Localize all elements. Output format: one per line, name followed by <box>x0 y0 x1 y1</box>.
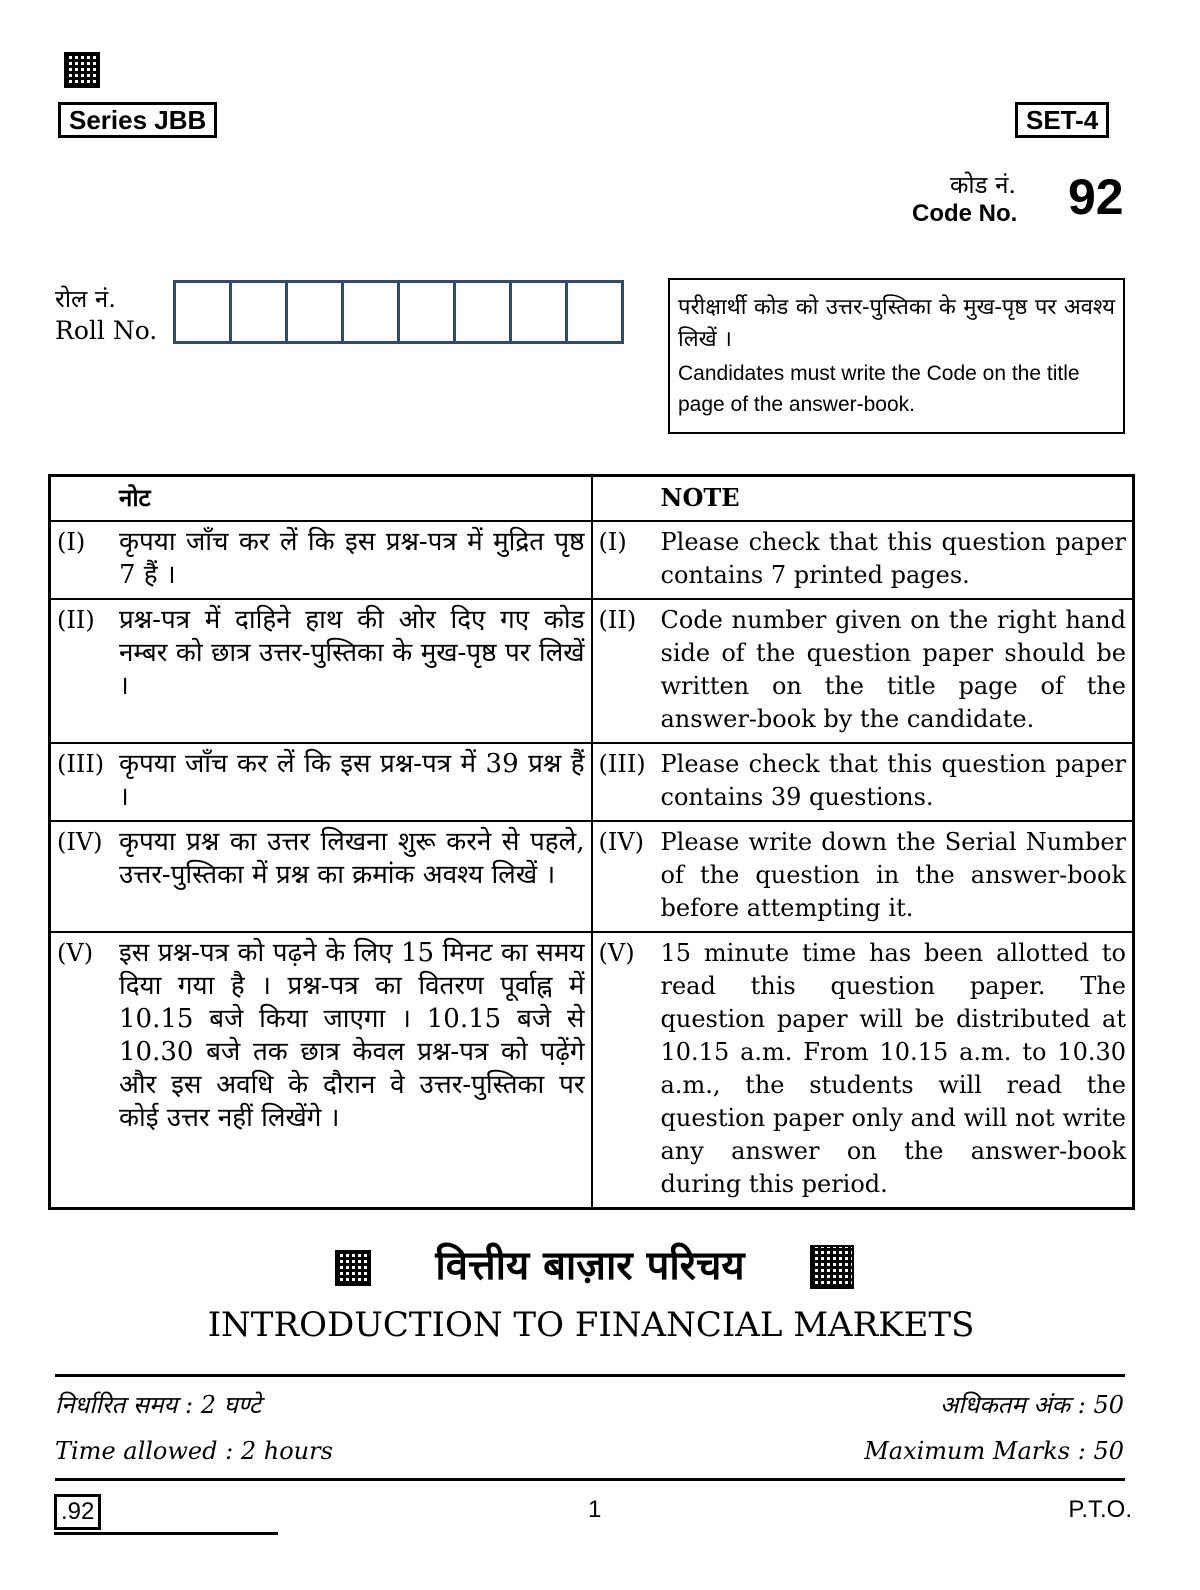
code-number: 92 <box>1068 169 1124 225</box>
note-number: (III) <box>57 750 105 778</box>
roll-label-hindi: रोल नं. <box>55 285 116 313</box>
note-number: (V) <box>57 939 94 967</box>
max-marks-english: Maximum Marks : 50 <box>864 1437 1124 1465</box>
qr-code-title-right <box>810 1245 854 1289</box>
note-text-english: 15 minute time has been allotted to read this question paper. The question paper will be distributed at 10.15 a.m. From 10.15 a.m. to 10.30 a.m., the students will read the question paper only and will not write any answer on the answer-book during this period. <box>660 939 1126 1198</box>
note-number: (II) <box>598 606 637 634</box>
qr-code-title-left <box>335 1250 371 1286</box>
note-text-hindi: प्रश्न-पत्र में दाहिने हाथ की ओर दिए गए कोड नम्बर को छात्र उत्तर-पुस्तिका के मुख-पृष्ठ पर लिखें । <box>119 605 585 701</box>
time-allowed-hindi: निर्धारित समय : 2 घण्टे <box>55 1391 262 1419</box>
note-number: (I) <box>57 528 86 556</box>
roll-digit-box[interactable] <box>512 283 568 341</box>
note-number: (IV) <box>57 828 103 856</box>
table-row <box>50 599 1134 743</box>
table-row <box>50 743 1134 821</box>
roll-digit-box[interactable] <box>232 283 288 341</box>
divider-bottom <box>55 1478 1125 1481</box>
footer-code: .92 <box>54 1494 101 1530</box>
roll-digit-box[interactable] <box>456 283 512 341</box>
code-label-hindi: कोड नं. <box>950 171 1017 199</box>
table-row <box>50 521 1134 599</box>
title-hindi: वित्तीय बाज़ार परिचय <box>435 1242 745 1289</box>
note-head-hindi: नोट <box>50 476 592 522</box>
note-text-english: Code number given on the right hand side of the question paper should be written on the title page of the answer-book by the candidate. <box>660 606 1126 733</box>
roll-number-boxes[interactable] <box>173 280 624 344</box>
note-text-hindi: कृपया जाँच कर लें कि इस प्रश्न-पत्र में 39 प्रश्न हैं । <box>119 749 585 812</box>
footer-underline <box>54 1532 278 1535</box>
note-number: (V) <box>598 939 635 967</box>
note-text-english: Please check that this question paper contains 7 printed pages. <box>660 528 1126 589</box>
roll-digit-box[interactable] <box>288 283 344 341</box>
series-label: Series JBB <box>58 102 217 138</box>
code-instruction-english: Candidates must write the Code on the title page of the answer-book. <box>678 362 1080 416</box>
note-number: (II) <box>57 606 95 634</box>
note-text-english: Please write down the Serial Number of the question in the answer-book before attempting it. <box>660 828 1126 922</box>
title-english: INTRODUCTION TO FINANCIAL MARKETS <box>207 1305 975 1345</box>
note-text-hindi: कृपया प्रश्न का उत्तर लिखना शुरू करने से पहले, उत्तर-पुस्तिका में प्रश्न का क्रमांक अवश्य लिखें । <box>119 827 585 890</box>
code-instruction-box <box>668 278 1125 434</box>
note-text-hindi: कृपया जाँच कर लें कि इस प्रश्न-पत्र में मुद्रित पृष्ठ 7 हैं । <box>119 527 585 590</box>
note-table-header <box>50 476 1134 522</box>
note-text-english: Please check that this question paper contains 39 questions. <box>660 750 1126 811</box>
max-marks-hindi: अधिकतम अंक : 50 <box>939 1391 1124 1419</box>
code-label-english: Code No. <box>912 200 1018 227</box>
code-instruction-hindi: परीक्षार्थी कोड को उत्तर-पुस्तिका के मुख-पृष्ठ पर अवश्य लिखें । <box>678 295 1115 352</box>
roll-digit-box[interactable] <box>176 283 232 341</box>
note-head-english: NOTE <box>592 476 1134 522</box>
time-allowed-english: Time allowed : 2 hours <box>55 1437 333 1465</box>
note-number: (IV) <box>598 828 645 856</box>
page-number: 1 <box>588 1496 602 1523</box>
note-number: (I) <box>598 528 627 556</box>
roll-digit-box[interactable] <box>344 283 400 341</box>
divider-top <box>55 1374 1125 1377</box>
set-label: SET-4 <box>1015 102 1109 138</box>
roll-digit-box[interactable] <box>400 283 456 341</box>
table-row <box>50 932 1134 1209</box>
note-text-hindi: इस प्रश्न-पत्र को पढ़ने के लिए 15 मिनट का समय दिया गया है । प्रश्न-पत्र का वितरण पूर्वाह्न में 10.15 बजे किया जाएगा । 10.15 बजे से 10.30 बजे तक छात्र केवल प्रश्न-पत्र को पढ़ेंगे और इस अवधि के दौरान वे उत्तर-पुस्तिका पर कोई उत्तर नहीं लिखेंगे । <box>119 938 585 1133</box>
table-row <box>50 821 1134 932</box>
qr-code-top <box>64 52 100 88</box>
pto-label: P.T.O. <box>1068 1496 1132 1523</box>
note-table <box>48 474 1135 1210</box>
roll-digit-box[interactable] <box>568 283 621 341</box>
note-number: (III) <box>598 750 646 778</box>
roll-label-english: Roll No. <box>55 316 158 345</box>
